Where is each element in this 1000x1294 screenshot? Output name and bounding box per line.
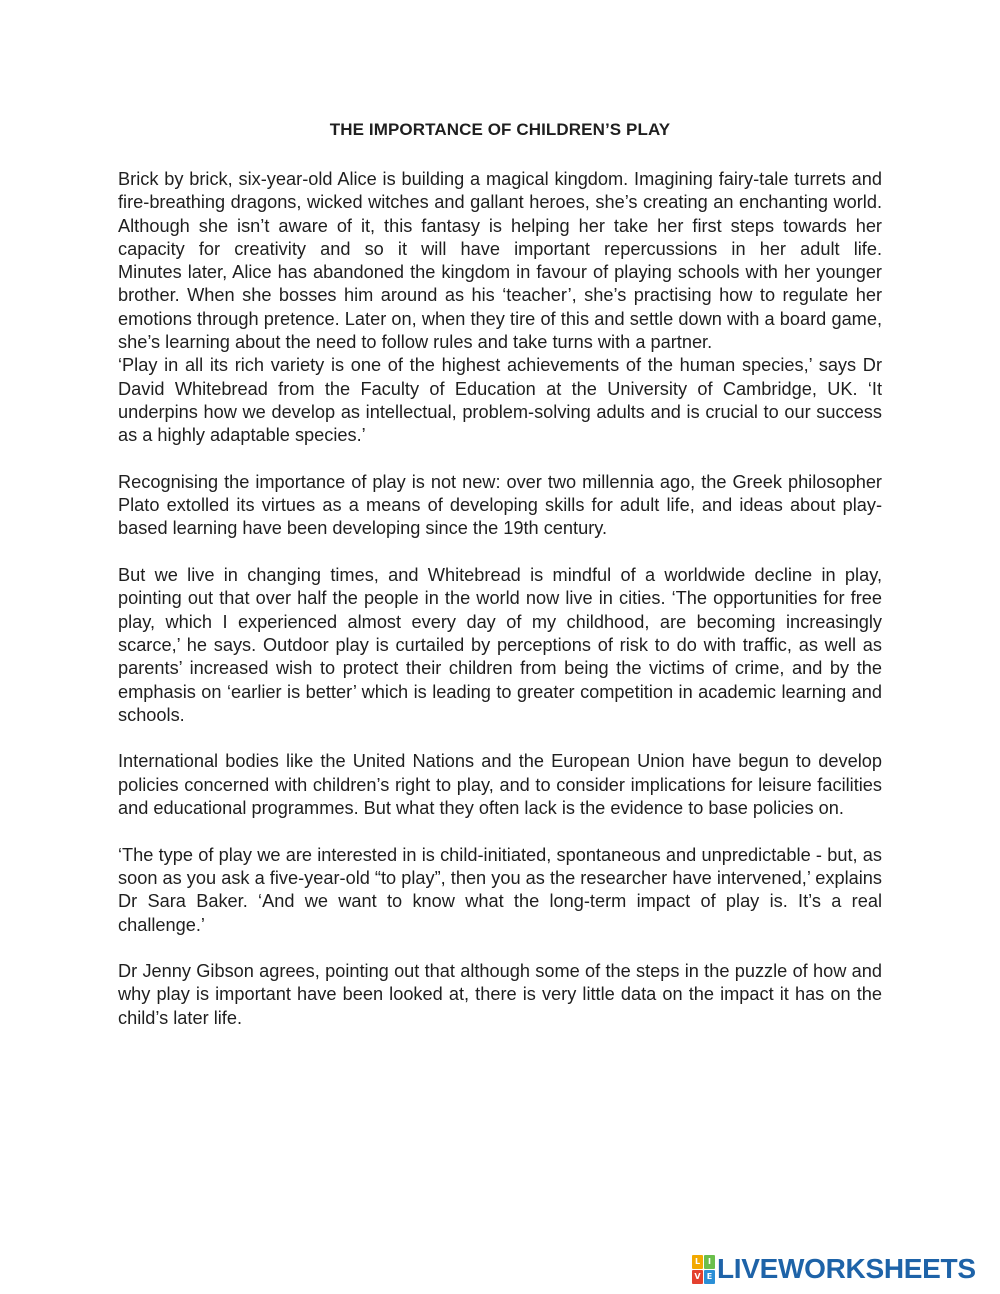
logo-mark-icon xyxy=(692,1255,715,1284)
paragraph-5: ‘The type of play we are interested in is child-initiated, spontaneous and unpredictable - but, as soon as you ask a five-year-old “to play”, then you as the researcher have intervened,’ explains Dr Sara Baker. ‘And we want to know what the long-term impact of play is. It’s a real challenge.’ xyxy=(118,844,882,935)
paragraph-6: Dr Jenny Gibson agrees, pointing out that although some of the steps in the puzzle of how and why play is important have been looked at, there is very little data on the impact it has on the child’s later life. xyxy=(118,961,882,1028)
paragraph-1b: Minutes later, Alice has abandoned the kingdom in favour of playing schools with her younger brother. When she bosses him around as his ‘teacher’, she’s practising how to regulate her emotions through pretence. Later on, when they tire of this and settle down with a board game, she’s learning about the need to follow rules and take turns with a partner. xyxy=(118,262,882,353)
paragraph-4: International bodies like the United Nations and the European Union have begun to develop policies concerned with children’s right to play, and to consider implications for leisure facilities and educational programmes. But what they often lack is the evidence to base policies on. xyxy=(118,751,882,819)
document-page xyxy=(118,118,882,1030)
logo-mark-v: V xyxy=(692,1270,703,1284)
paragraph-2: Recognising the importance of play is not new: over two millennia ago, the Greek philosopher Plato extolled its virtues as a means of developing skills for adult life, and ideas about play-based learning have been developing since the 19th century. xyxy=(118,471,882,539)
paragraph-1a: Brick by brick, six-year-old Alice is building a magical kingdom. Imagining fairy-tale turrets and fire-breathing dragons, wicked witches and gallant heroes, she’s creating an enchanting world. Although she isn’t aware of it, this fantasy is helping her take her first steps towards her capacity for creativity and so it will have important repercussions in her adult life. xyxy=(118,169,882,259)
document-title: THE IMPORTANCE OF CHILDREN’S PLAY xyxy=(329,120,671,139)
logo-mark-i: I xyxy=(704,1255,715,1269)
liveworksheets-logo xyxy=(692,1254,976,1284)
logo-text: LIVEWORKSHEETS xyxy=(717,1253,976,1284)
paragraph-3: But we live in changing times, and Whitebread is mindful of a worldwide decline in play, pointing out that over half the people in the world now live in cities. ‘The opportunities for free play, which I experienced almost every day of my childhood, are becoming increasingly scarce,’ he says. Outdoor play is curtailed by perceptions of risk to do with traffic, as well as parents’ increased wish to protect their children from being the victims of crime, and by the emphasis on ‘earlier is better’ which is leading to greater competition in academic learning and schools. xyxy=(118,565,882,725)
logo-mark-l: L xyxy=(692,1255,703,1269)
logo-mark-e: E xyxy=(704,1270,715,1284)
paragraph-1c: ‘Play in all its rich variety is one of the highest achievements of the human species,’ says Dr David Whitebread from the Faculty of Education at the University of Cambridge, UK. ‘It underpins how we develop as intellectual, problem-solving adults and is crucial to our success as a highly adaptable species.’ xyxy=(118,355,882,446)
